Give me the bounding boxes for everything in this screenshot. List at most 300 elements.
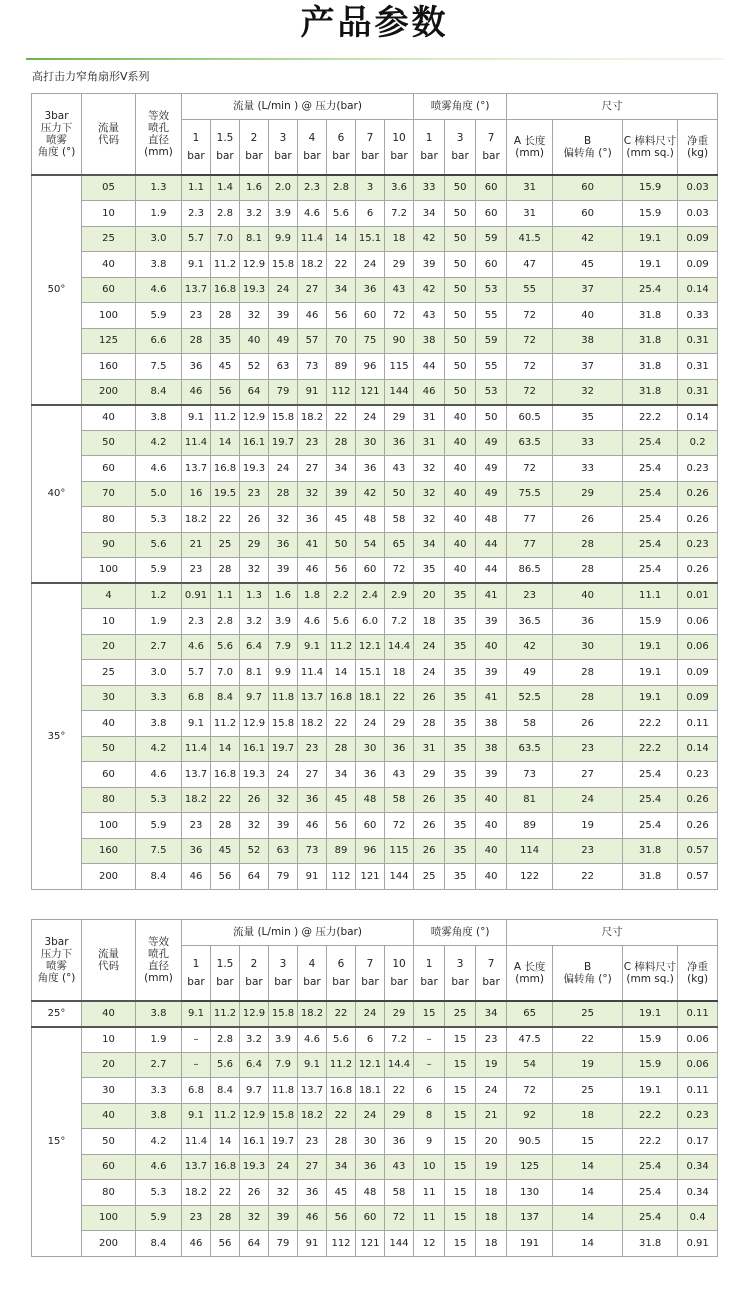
table-cell: 60 (356, 558, 385, 584)
table-cell: 50 (445, 201, 476, 227)
table-cell: 27 (298, 762, 327, 788)
table-cell: 14 (211, 1129, 240, 1155)
table-cell: 65 (507, 1001, 553, 1027)
table-row (32, 226, 718, 252)
table-cell: 3.2 (240, 201, 269, 227)
table-cell: 25.4 (623, 532, 678, 558)
table-cell: 52 (240, 354, 269, 380)
table-cell: 43 (385, 762, 414, 788)
table-cell: 44 (476, 532, 507, 558)
table-cell: 12 (414, 1231, 445, 1257)
table-cell: 26 (414, 813, 445, 839)
table-cell: 19.1 (623, 685, 678, 711)
table-cell: 3.9 (269, 201, 298, 227)
table-cell: 23 (182, 1205, 211, 1231)
table-cell: 36 (385, 736, 414, 762)
table-cell: 16.8 (211, 277, 240, 303)
table-cell: 0.23 (678, 762, 718, 788)
table-cell: 4.6 (136, 456, 182, 482)
table-cell: 31.8 (623, 864, 678, 890)
table-cell: 24 (269, 277, 298, 303)
table-cell: 28 (414, 711, 445, 737)
table-row (32, 787, 718, 813)
table-cell: 1.9 (136, 201, 182, 227)
table-cell: 29 (385, 711, 414, 737)
table-cell: 0.26 (678, 507, 718, 533)
table-cell: 15.8 (269, 1001, 298, 1027)
table-cell: 90 (385, 328, 414, 354)
table-cell: 3 (356, 175, 385, 201)
table-cell: 31.8 (623, 379, 678, 405)
table-cell: 05 (82, 175, 136, 201)
table-cell: 28 (211, 813, 240, 839)
table-cell: 89 (507, 813, 553, 839)
table-cell: 4.2 (136, 1129, 182, 1155)
table-cell: 14.4 (385, 1052, 414, 1078)
table-cell: 16.8 (211, 456, 240, 482)
table-row (32, 303, 718, 329)
table-cell: 0.09 (678, 252, 718, 278)
table-cell: 18.2 (298, 1001, 327, 1027)
table-cell: 12.1 (356, 1052, 385, 1078)
table-cell: 3.0 (136, 660, 182, 686)
table-cell: 13.7 (298, 1078, 327, 1104)
table-cell: 25.4 (623, 456, 678, 482)
table-cell: 42 (553, 226, 623, 252)
table-cell: 2.8 (327, 175, 356, 201)
table-cell: 13.7 (182, 1154, 211, 1180)
table-cell: 57 (298, 328, 327, 354)
table-row (32, 1078, 718, 1104)
table-cell: 31 (507, 175, 553, 201)
table-cell: 3.2 (240, 609, 269, 635)
table-cell: 122 (507, 864, 553, 890)
table-cell: 144 (385, 864, 414, 890)
table-cell: 36 (298, 507, 327, 533)
table-row (32, 507, 718, 533)
table-cell: 18 (476, 1231, 507, 1257)
table-cell: 28 (269, 481, 298, 507)
table-cell: 11.2 (211, 1001, 240, 1027)
table-cell: 1.6 (240, 175, 269, 201)
table-cell: 11.4 (298, 660, 327, 686)
table-cell: 31.8 (623, 303, 678, 329)
table-cell: 7.9 (269, 1052, 298, 1078)
table-cell: 24 (269, 762, 298, 788)
table-cell: 5.9 (136, 813, 182, 839)
table-cell: 38 (476, 736, 507, 762)
table-cell: 48 (356, 507, 385, 533)
table-cell: 4.2 (136, 430, 182, 456)
table-cell: 44 (414, 354, 445, 380)
table-cell: 2.3 (182, 609, 211, 635)
table-cell: 22.2 (623, 1129, 678, 1155)
table-cell: 25 (445, 1001, 476, 1027)
table-cell: 35 (445, 609, 476, 635)
table-cell: 58 (385, 507, 414, 533)
table-cell: 25 (414, 864, 445, 890)
table-cell: 11.1 (623, 583, 678, 609)
table-cell: 38 (414, 328, 445, 354)
table-cell: 40 (476, 864, 507, 890)
table-cell: 7.2 (385, 609, 414, 635)
table-cell: 49 (476, 481, 507, 507)
table-row (32, 1205, 718, 1231)
table-cell: 12.9 (240, 711, 269, 737)
table-cell: 41.5 (507, 226, 553, 252)
table-cell: 4.6 (136, 762, 182, 788)
table-cell: 24 (269, 456, 298, 482)
table-cell: 26 (240, 1180, 269, 1206)
table-cell: 40 (445, 507, 476, 533)
table-cell: 5.3 (136, 787, 182, 813)
table-cell: 19.3 (240, 456, 269, 482)
table-cell: 22.2 (623, 711, 678, 737)
weight-header: 净重 (kg) (678, 946, 718, 1002)
weight-header: 净重 (kg) (678, 120, 718, 176)
table-cell: 0.14 (678, 405, 718, 431)
table-cell: 24 (356, 252, 385, 278)
table-cell: 23 (182, 558, 211, 584)
table-cell: 43 (385, 456, 414, 482)
table-cell: 28 (182, 328, 211, 354)
table-cell: 29 (240, 532, 269, 558)
angle-column-header: 3bar 压力下 喷雾 角度 (°) (32, 94, 82, 176)
table-cell: 73 (298, 354, 327, 380)
table-cell: 60 (82, 456, 136, 482)
table-cell: 22 (327, 405, 356, 431)
spray-pressure-header: 3 bar (445, 946, 476, 1002)
table-cell: 25.4 (623, 1180, 678, 1206)
spray-pressure-header: 7 bar (476, 946, 507, 1002)
table-cell: 25.4 (623, 1154, 678, 1180)
table-cell: 18.2 (298, 405, 327, 431)
table-cell: 15 (445, 1154, 476, 1180)
table-cell: 72 (385, 1205, 414, 1231)
dimension-a-header: A 长度 (mm) (507, 946, 553, 1002)
table-cell: 90 (82, 532, 136, 558)
table-cell: 0.11 (678, 1001, 718, 1027)
table-cell: 115 (385, 838, 414, 864)
table-cell: 50 (445, 252, 476, 278)
table-cell: 0.26 (678, 481, 718, 507)
table-row (32, 1180, 718, 1206)
table-cell: 40 (445, 456, 476, 482)
table-cell: 56 (211, 864, 240, 890)
table-cell: 121 (356, 864, 385, 890)
table-cell: 70 (327, 328, 356, 354)
table-cell: 29 (414, 762, 445, 788)
table-cell: 59 (476, 226, 507, 252)
table-cell: 36 (356, 762, 385, 788)
table-cell: 35 (445, 787, 476, 813)
table-cell: 56 (327, 558, 356, 584)
table-cell: 31 (414, 736, 445, 762)
flow-pressure-header: 1 bar (182, 120, 211, 176)
table-cell: 40 (82, 405, 136, 431)
table-cell: 3.8 (136, 1103, 182, 1129)
table-cell: 114 (507, 838, 553, 864)
dimension-a-header: A 长度 (mm) (507, 120, 553, 176)
table-cell: 60 (476, 252, 507, 278)
table-cell: 35 (211, 328, 240, 354)
table-row (32, 813, 718, 839)
table-cell: 6.4 (240, 1052, 269, 1078)
table-cell: 1.6 (269, 583, 298, 609)
flow-pressure-header: 1 bar (182, 946, 211, 1002)
table-cell: 75 (356, 328, 385, 354)
table-cell: 64 (240, 864, 269, 890)
table-cell: 14 (553, 1154, 623, 1180)
table-cell: 137 (507, 1205, 553, 1231)
table-cell: 25 (211, 532, 240, 558)
table-cell: 31 (507, 201, 553, 227)
table-cell: 36 (269, 532, 298, 558)
table-cell: 50 (445, 175, 476, 201)
table-cell: 24 (476, 1078, 507, 1104)
table-cell: 22 (211, 787, 240, 813)
table-cell: 49 (476, 430, 507, 456)
table-cell: 65 (385, 532, 414, 558)
table-cell: 1.2 (136, 583, 182, 609)
table-row (32, 1001, 718, 1027)
table-cell: 23 (476, 1027, 507, 1053)
table-cell: 39 (476, 762, 507, 788)
table-cell: 14 (327, 660, 356, 686)
table-cell: 100 (82, 558, 136, 584)
table-cell: 15 (445, 1078, 476, 1104)
table-cell: 5.9 (136, 1205, 182, 1231)
table-cell: 16.8 (211, 762, 240, 788)
table-cell: 144 (385, 379, 414, 405)
table-cell: 5.3 (136, 507, 182, 533)
table-cell: 9.1 (182, 1103, 211, 1129)
table-cell: 22 (327, 1001, 356, 1027)
spray-pressure-header: 1 bar (414, 946, 445, 1002)
table-row (32, 634, 718, 660)
table-cell: 58 (385, 1180, 414, 1206)
flow-pressure-header: 3 bar (269, 120, 298, 176)
table-cell: 5.9 (136, 558, 182, 584)
table-cell: 13.7 (182, 456, 211, 482)
table-cell: 18 (385, 660, 414, 686)
flow-pressure-header: 1.5 bar (211, 946, 240, 1002)
table-cell: 30 (82, 685, 136, 711)
table-cell: 9.1 (182, 252, 211, 278)
table-cell: 34 (476, 1001, 507, 1027)
table-cell: 46 (298, 1205, 327, 1231)
table-row (32, 660, 718, 686)
table-cell: 96 (356, 354, 385, 380)
table-cell: 30 (356, 430, 385, 456)
table-cell: 0.14 (678, 277, 718, 303)
table-cell: 25.4 (623, 430, 678, 456)
table-cell: 0.03 (678, 201, 718, 227)
table-cell: 112 (327, 379, 356, 405)
table-cell: 72 (385, 813, 414, 839)
table-cell: 11.2 (211, 711, 240, 737)
table-cell: 1.4 (211, 175, 240, 201)
table-cell: 15 (445, 1103, 476, 1129)
table-cell: 25 (553, 1001, 623, 1027)
table-cell: 2.7 (136, 1052, 182, 1078)
table-cell: 9.1 (298, 634, 327, 660)
title-divider (26, 58, 724, 60)
flow-pressure-header: 10 bar (385, 946, 414, 1002)
table-cell: 31.8 (623, 354, 678, 380)
table-cell: 35 (445, 634, 476, 660)
table-row (32, 379, 718, 405)
table-cell: 2.8 (211, 201, 240, 227)
table-cell: 90.5 (507, 1129, 553, 1155)
table-cell: 21 (182, 532, 211, 558)
table-cell: 14.4 (385, 634, 414, 660)
table-cell: 0.4 (678, 1205, 718, 1231)
table-row (32, 201, 718, 227)
table-cell: 50 (82, 1129, 136, 1155)
table-cell: 7.9 (269, 634, 298, 660)
table-cell: 19.1 (623, 634, 678, 660)
table-cell: 11.2 (327, 1052, 356, 1078)
table-cell: 5.9 (136, 303, 182, 329)
table-cell: 43 (414, 303, 445, 329)
table-cell: 80 (82, 1180, 136, 1206)
table-cell: 28 (327, 1129, 356, 1155)
table-cell: 35 (414, 558, 445, 584)
table-cell: 3.8 (136, 252, 182, 278)
spray-angle-group-cell: 25° (32, 1001, 82, 1027)
table-cell: 11.4 (182, 736, 211, 762)
table-cell: 6 (356, 1027, 385, 1053)
table-cell: 9.7 (240, 1078, 269, 1104)
table-row (32, 1231, 718, 1257)
table-cell: 32 (414, 481, 445, 507)
table-cell: 15.9 (623, 201, 678, 227)
table-cell: 50 (476, 405, 507, 431)
table-cell: 52 (240, 838, 269, 864)
table-cell: 36 (182, 838, 211, 864)
table-cell: 60 (82, 1154, 136, 1180)
table-cell: 24 (356, 405, 385, 431)
table-cell: – (182, 1027, 211, 1053)
table-cell: 0.17 (678, 1129, 718, 1155)
table-cell: 37 (553, 354, 623, 380)
table-cell: 77 (507, 507, 553, 533)
table-cell: 8.1 (240, 226, 269, 252)
table-cell: 89 (327, 354, 356, 380)
table-cell: 36 (356, 456, 385, 482)
table-cell: 16.8 (327, 685, 356, 711)
dimension-c-header: C 棒料尺寸 (mm sq.) (623, 120, 678, 176)
table-cell: 23 (298, 1129, 327, 1155)
table-cell: 2.4 (356, 583, 385, 609)
table-cell: 20 (414, 583, 445, 609)
table-cell: 35 (445, 685, 476, 711)
table-cell: 35 (445, 813, 476, 839)
table-cell: 31 (414, 405, 445, 431)
table-cell: 60 (553, 201, 623, 227)
table-cell: 63.5 (507, 736, 553, 762)
table-row (32, 1154, 718, 1180)
table-cell: 25.4 (623, 507, 678, 533)
table-row (32, 609, 718, 635)
table-cell: 12.9 (240, 1001, 269, 1027)
table-cell: 56 (327, 813, 356, 839)
table-cell: 41 (476, 685, 507, 711)
table-cell: 45 (327, 787, 356, 813)
table-cell: 19.3 (240, 1154, 269, 1180)
table-cell: 43 (385, 277, 414, 303)
table-cell: 36 (182, 354, 211, 380)
table-cell: 22.2 (623, 1103, 678, 1129)
table-cell: 80 (82, 507, 136, 533)
table-cell: 0.11 (678, 1078, 718, 1104)
table-cell: 15.9 (623, 1027, 678, 1053)
table-cell: 50 (445, 328, 476, 354)
table-cell: 1.9 (136, 1027, 182, 1053)
table-cell: 2.3 (182, 201, 211, 227)
table-cell: 81 (507, 787, 553, 813)
table-cell: 16.1 (240, 736, 269, 762)
table-cell: 53 (476, 277, 507, 303)
table-cell: 19.1 (623, 252, 678, 278)
table-cell: 23 (553, 736, 623, 762)
table-cell: 24 (356, 1103, 385, 1129)
table-cell: 5.6 (327, 1027, 356, 1053)
table-cell: 77 (507, 532, 553, 558)
table-cell: 39 (269, 558, 298, 584)
table-cell: 100 (82, 813, 136, 839)
table-cell: 5.6 (211, 634, 240, 660)
table-row (32, 838, 718, 864)
table-cell: 4.6 (182, 634, 211, 660)
table-cell: 18.2 (182, 507, 211, 533)
table-cell: 31 (414, 430, 445, 456)
table-cell: 25 (553, 1078, 623, 1104)
table-cell: 15.8 (269, 1103, 298, 1129)
table-row (32, 456, 718, 482)
spray-angle-group-cell: 35° (32, 583, 82, 889)
table-cell: 23 (182, 303, 211, 329)
table-cell: 23 (240, 481, 269, 507)
table-cell: 60 (476, 175, 507, 201)
table-cell: 23 (298, 736, 327, 762)
table-row (32, 1103, 718, 1129)
table-cell: 39 (269, 1205, 298, 1231)
table-cell: 26 (553, 711, 623, 737)
table-cell: 8.4 (211, 1078, 240, 1104)
table-cell: 11 (414, 1180, 445, 1206)
flow-pressure-header: 2 bar (240, 120, 269, 176)
table-cell: 112 (327, 864, 356, 890)
table-cell: 91 (298, 1231, 327, 1257)
table-cell: 36 (553, 609, 623, 635)
table-cell: 40 (445, 405, 476, 431)
table-cell: 28 (553, 532, 623, 558)
table-cell: 47.5 (507, 1027, 553, 1053)
table-cell: 25.4 (623, 481, 678, 507)
table-cell: 0.26 (678, 813, 718, 839)
table-cell: 0.09 (678, 660, 718, 686)
table-cell: 40 (82, 252, 136, 278)
table-cell: 125 (82, 328, 136, 354)
table-cell: 11.4 (182, 430, 211, 456)
table-cell: 26 (240, 507, 269, 533)
table-cell: 37 (553, 277, 623, 303)
table-cell: 54 (356, 532, 385, 558)
table-cell: 28 (211, 303, 240, 329)
table-cell: 92 (507, 1103, 553, 1129)
